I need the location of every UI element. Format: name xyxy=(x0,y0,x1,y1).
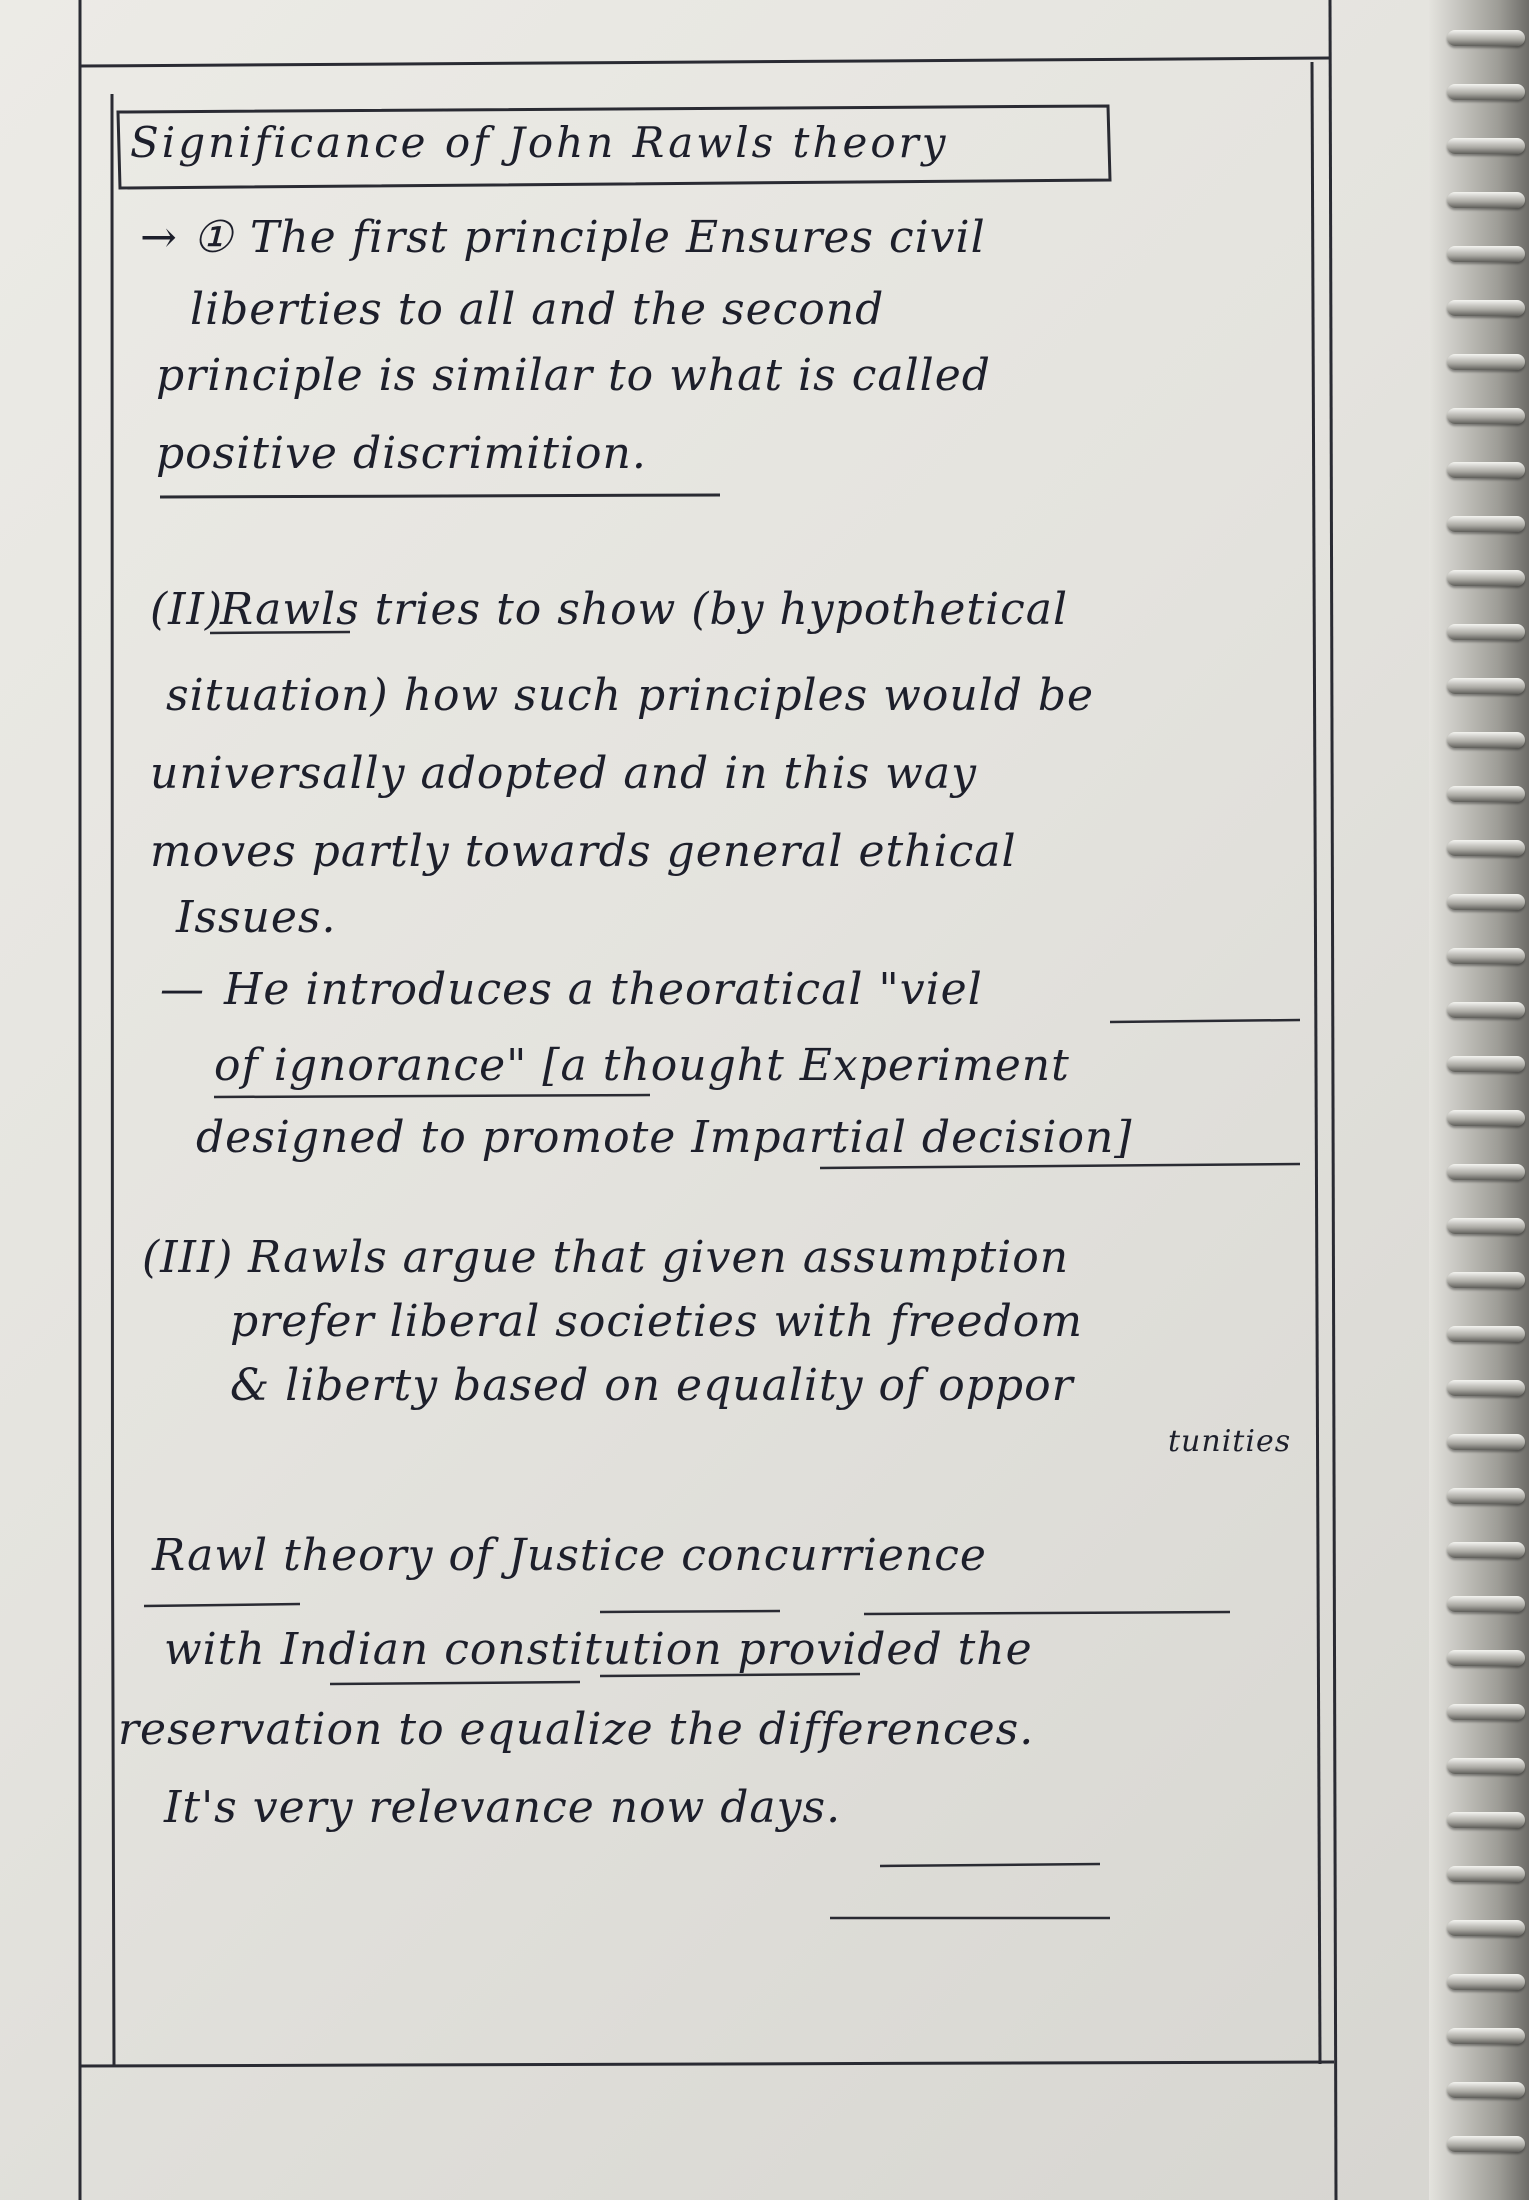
spiral-ring xyxy=(1447,1758,1525,1774)
text-line: The first principle Ensures civil xyxy=(250,212,986,263)
spiral-ring xyxy=(1447,948,1525,964)
spiral-ring xyxy=(1447,2136,1525,2152)
text-line: liberties to all and the second xyxy=(190,284,885,335)
spiral-ring xyxy=(1447,570,1525,586)
text-line: principle is similar to what is called xyxy=(156,350,991,401)
point-marker: → ① xyxy=(140,212,234,263)
text-line: moves partly towards general ethical xyxy=(150,826,1017,877)
text-line: Rawls argue that given assumption xyxy=(248,1232,1070,1283)
text-line: Issues. xyxy=(176,892,337,943)
spiral-ring xyxy=(1447,624,1525,640)
spiral-ring xyxy=(1447,1164,1525,1180)
text-line: designed to promote Impartial decision] xyxy=(196,1112,1133,1163)
underline-concurrience xyxy=(864,1612,1230,1614)
underline-ignorance xyxy=(214,1095,650,1097)
spiral-ring xyxy=(1447,1866,1525,1882)
spiral-ring xyxy=(1447,1218,1525,1234)
spiral-ring xyxy=(1447,1272,1525,1288)
spiral-ring xyxy=(1447,192,1525,208)
text-line: Rawls tries to show (by hypothetical xyxy=(220,584,1069,635)
spiral-ring xyxy=(1447,1488,1525,1504)
spiral-ring xyxy=(1447,1056,1525,1072)
right-margin-line xyxy=(1330,0,1336,2200)
inner-box-right xyxy=(1312,62,1320,2064)
spiral-ring xyxy=(1447,1380,1525,1396)
spiral-ring xyxy=(1447,1002,1525,1018)
spiral-ring xyxy=(1447,1704,1525,1720)
text-line: universally adopted and in this way xyxy=(150,748,977,799)
spiral-ring xyxy=(1447,840,1525,856)
underline-veil xyxy=(1110,1020,1300,1022)
spiral-ring xyxy=(1447,786,1525,802)
spiral-ring xyxy=(1447,300,1525,316)
bottom-rule xyxy=(80,2062,1334,2066)
spiral-ring xyxy=(1447,2028,1525,2044)
text-line: of ignorance" [a thought Experiment xyxy=(214,1040,1070,1091)
spiral-ring xyxy=(1447,516,1525,532)
spiral-ring xyxy=(1447,1542,1525,1558)
left-margin-line xyxy=(80,0,81,2200)
text-line: tunities xyxy=(1168,1424,1292,1459)
underline-indian xyxy=(330,1682,580,1684)
point-marker: (II) xyxy=(150,584,224,635)
spiral-ring xyxy=(1447,1110,1525,1126)
spiral-binding xyxy=(1429,0,1529,2200)
text-line: & liberty based on equality of oppor xyxy=(230,1360,1074,1411)
spiral-ring xyxy=(1447,894,1525,910)
underline-justice xyxy=(600,1611,780,1612)
spiral-ring xyxy=(1447,1920,1525,1936)
spiral-ring xyxy=(1447,84,1525,100)
underline-days xyxy=(880,1864,1100,1866)
page-title: Significance of John Rawls theory xyxy=(130,118,949,167)
spiral-ring xyxy=(1447,30,1525,46)
spiral-ring xyxy=(1447,462,1525,478)
conclusion-line: Rawl theory of Justice concurrience xyxy=(152,1530,987,1581)
spiral-ring xyxy=(1447,1326,1525,1342)
inner-box-left xyxy=(111,94,114,2066)
spiral-ring xyxy=(1447,678,1525,694)
text-line: prefer liberal societies with freedom xyxy=(230,1296,1083,1347)
spiral-ring xyxy=(1447,1596,1525,1612)
spiral-ring xyxy=(1447,408,1525,424)
text-line: situation) how such principles would be xyxy=(166,670,1095,721)
conclusion-line: It's very relevance now days. xyxy=(164,1782,842,1833)
conclusion-line: reservation to equalize the differences. xyxy=(118,1704,1035,1755)
spiral-ring xyxy=(1447,2082,1525,2098)
underline-impartial xyxy=(820,1164,1300,1168)
spiral-ring xyxy=(1447,732,1525,748)
underline-rawl xyxy=(144,1604,300,1606)
point-marker: (III) xyxy=(142,1232,234,1283)
underline-point1 xyxy=(160,495,720,497)
conclusion-line: with Indian constitution provided the xyxy=(164,1624,1033,1675)
point-marker: — xyxy=(160,964,205,1015)
spiral-ring xyxy=(1447,1812,1525,1828)
spiral-ring xyxy=(1447,354,1525,370)
spiral-ring xyxy=(1447,1434,1525,1450)
text-line: positive discrimition. xyxy=(156,428,647,479)
top-rule xyxy=(80,58,1330,66)
spiral-ring xyxy=(1447,138,1525,154)
spiral-ring xyxy=(1447,1650,1525,1666)
text-line: He introduces a theoratical "viel xyxy=(224,964,983,1015)
spiral-ring xyxy=(1447,1974,1525,1990)
spiral-ring xyxy=(1447,246,1525,262)
